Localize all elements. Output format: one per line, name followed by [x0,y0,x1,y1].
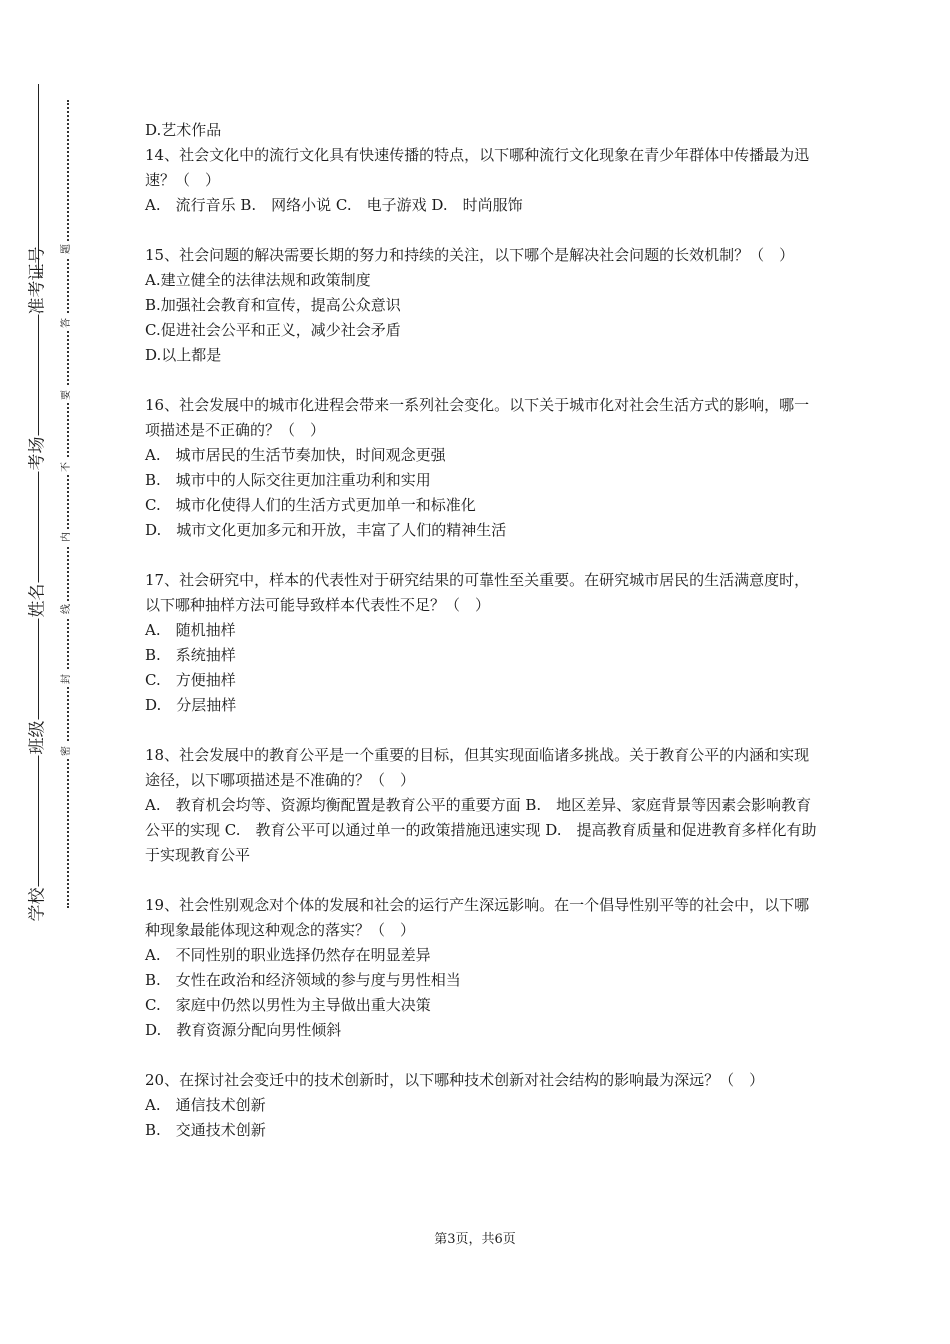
option-b: B. 城市中的人际交往更加注重功利和实用 [145,471,431,489]
option-c: C. 方便抽样 [145,671,236,689]
question-stem: 19、社会性别观念对个体的发展和社会的运行产生深远影响。在一个倡导性别平等的社会中，以下哪种现象最能体现这种观念的落实？（ ） [145,896,810,939]
option-c: C. 城市化使得人们的生活方式更加单一和标准化 [145,496,476,514]
question-18 [145,743,817,868]
seal-char: 要 [62,387,72,403]
page-number: 第3页，共6页 [434,1232,516,1247]
binding-dotted-line [67,100,69,908]
question-stem: 18、社会发展中的教育公平是一个重要的目标，但其实现面临诸多挑战。关于教育公平的内涵和实现途径，以下哪项描述是不准确的？（ ） [145,746,810,789]
option-line: A. 教育机会均等、资源均衡配置是教育公平的重要方面 B. 地区差异、家庭背景等因素会影响教育公平的实现 C. 教育公平可以通过单一的政策措施迅速实现 D. 提高教育质量和促进教育多样化有助于实现教育公平 [145,796,817,864]
option-b: B. 交通技术创新 [145,1121,266,1139]
question-17 [145,568,817,718]
question-stem: 17、社会研究中，样本的代表性对于研究结果的可靠性至关重要。在研究城市居民的生活满意度时，以下哪种抽样方法可能导致样本代表性不足？（ ） [145,571,810,614]
field-exam-number: 准考证号 [27,246,48,315]
seal-char: 答 [62,315,72,331]
option-a: A. 城市居民的生活节奏加快，时间观念更强 [145,446,446,464]
field-name: 姓名 [27,583,48,618]
field-school: 学校 [27,887,48,922]
question-20 [145,1068,817,1143]
option-a: A.建立健全的法律法规和政策制度 [145,271,371,289]
option-a: A. 随机抽样 [145,621,236,639]
option-b: B.加强社会教育和宣传，提高公众意识 [145,296,401,314]
seal-char: 封 [62,671,72,687]
binding-solid-line [38,84,39,916]
option-c: C. 家庭中仍然以男性为主导做出重大决策 [145,996,431,1014]
question-stem: 14、社会文化中的流行文化具有快速传播的特点，以下哪种流行文化现象在青少年群体中传播最为迅速？（ ） [145,146,810,189]
field-class: 班级 [27,720,48,755]
option-b: B. 女性在政治和经济领域的参与度与男性相当 [145,971,461,989]
seal-char: 线 [62,601,72,617]
option-a: A. 通信技术创新 [145,1096,266,1114]
seal-char: 题 [62,241,72,257]
seal-char: 不 [62,459,72,475]
option-b: B. 系统抽样 [145,646,236,664]
previous-option: D.艺术作品 [145,121,222,139]
option-a: A. 不同性别的职业选择仍然存在明显差异 [145,946,431,964]
question-stem: 16、社会发展中的城市化进程会带来一系列社会变化。以下关于城市化对社会生活方式的影响，哪一项描述是不正确的？（ ） [145,396,810,439]
option-d: D. 教育资源分配向男性倾斜 [145,1021,342,1039]
option-d: D. 分层抽样 [145,696,237,714]
field-exam-room: 考场 [27,436,48,471]
option-line: A. 流行音乐 B. 网络小说 C. 电子游戏 D. 时尚服饰 [145,196,523,214]
seal-char: 内 [62,529,72,545]
option-c: C.促进社会公平和正义，减少社会矛盾 [145,321,401,339]
option-d: D.以上都是 [145,346,222,364]
question-19 [145,893,817,1043]
question-stem: 20、在探讨社会变迁中的技术创新时，以下哪种技术创新对社会结构的影响最为深远？（ ） [145,1071,765,1089]
question-14 [145,143,817,218]
question-list [145,118,817,1168]
option-d: D. 城市文化更加多元和开放，丰富了人们的精神生活 [145,521,507,539]
question-15 [145,243,817,368]
question-16 [145,393,817,543]
seal-char: 密 [62,743,72,759]
question-stem: 15、社会问题的解决需要长期的努力和持续的关注，以下哪个是解决社会问题的长效机制？（ ） [145,246,795,264]
